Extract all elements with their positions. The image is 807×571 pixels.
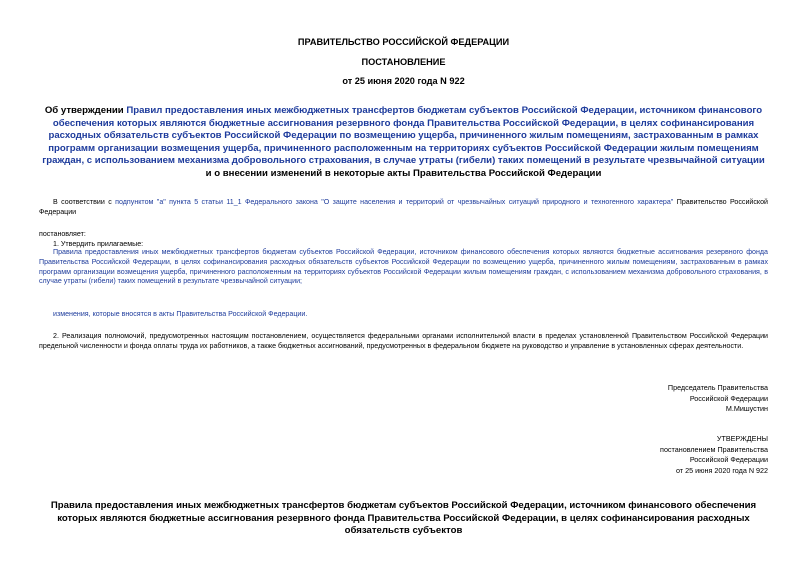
approved-line-4: от 25 июня 2020 года N 922 [675,465,768,475]
approved-line-1: УТВЕРЖДЕНЫ [716,434,768,443]
government-name: ПРАВИТЕЛЬСТВО РОССИЙСКОЙ ФЕДЕРАЦИИ [297,37,510,47]
item-2-paragraph: 2. Реализация полномочий, предусмотренных настоящим постановлением, осуществляется федеральными органами исполнительной власти в пределах установленной Правительством Российской Федерации предельной численности и фонда оплаты труда их работников, а также бюджетных ассигнований, предусмотренных в федеральном бюджете на руководство и управление в установленных сферах деятельности. [39,332,768,350]
title-prefix: Об утверждении [44,105,127,116]
amendments-link[interactable]: изменения, которые вносятся в акты Правительства Российской Федерации. [53,310,308,318]
resolves-text: постановляет: [39,230,86,238]
document-title [40,105,767,180]
rules-link-paragraph [39,248,768,287]
item-1-text: 1. Утвердить прилагаемые: [53,240,144,248]
rules-title: Правила предоставления иных межбюджетных трансфертов бюджетам субъектов Российской Федерации, источником финансового обеспечения которых являются бюджетные ассигнования резервного фонда Правительства Российской Федерации, в целях софинансирования расходных обязательств субъектов [50,500,757,536]
document-type: ПОСТАНОВЛЕНИЕ [361,57,446,67]
signature-line-3: М.Мишустин [725,404,768,413]
preamble-prefix: В соответствии с [53,198,116,206]
preamble-suffix: Правительство Российской Федерации [39,198,769,216]
preamble-paragraph [39,198,768,218]
approved-rules-link-1[interactable]: Правила предоставления иных межбюджетных трансфертов бюджетам субъектов Российской Федерации, источником финансового обеспечения которых являются бюджетные ассигнования резервного фонда Правительства Российской Федерации, в целях софинансирования расходных обязательств субъектов Российской Федерации по возмещению ущерба, причиненного жилым помещениям, застрахованным в рамках программ организации возмещения ущерба, причиненного расположенным на территориях субъектов Российской Федерации жилым помещениям граждан, с использованием механизма добровольного страхования, в случае утраты (гибели) таких помещений в результате чрезвычайной ситуации; [39,248,768,286]
signature-line-1: Председатель Правительства [667,383,768,392]
title-suffix: и о внесении изменений в некоторые акты Правительства Российской Федерации [205,167,602,179]
federal-law-link[interactable]: подпунктом "а" пункта 5 статьи 11_1 Федерального закона "О защите населения и территорий от чрезвычайных ситуаций природного и техногенного характера" [115,198,674,206]
title-rules-link[interactable]: Правил предоставления иных межбюджетных трансфертов бюджетам субъектов Российской Федерации, источником финансового обеспечения которых являются бюджетные ассигнования резервного фонда Правительства Российской Федерации, в целях софинансирования расходных обязательств субъектов Российской Федерации по возмещению ущерба, причиненного жилым помещениям, застрахованным в рамках программ организации возмещения ущерба, причиненного расположенным на территориях субъектов Российской Федерации жилым помещениям граждан, с использованием механизма добровольного страхования, в случае утраты (гибели) таких помещений в результате чрезвычайной ситуации [42,105,765,166]
approved-block [660,434,768,476]
approved-line-3: Российской Федерации [689,455,768,464]
signature-line-2: Российской Федерации [689,393,768,403]
amendments-paragraph [53,310,307,320]
signature-block [668,383,768,415]
approved-line-2: постановлением Правительства [660,444,768,454]
document-date-number: от 25 июня 2020 года N 922 [342,76,465,86]
